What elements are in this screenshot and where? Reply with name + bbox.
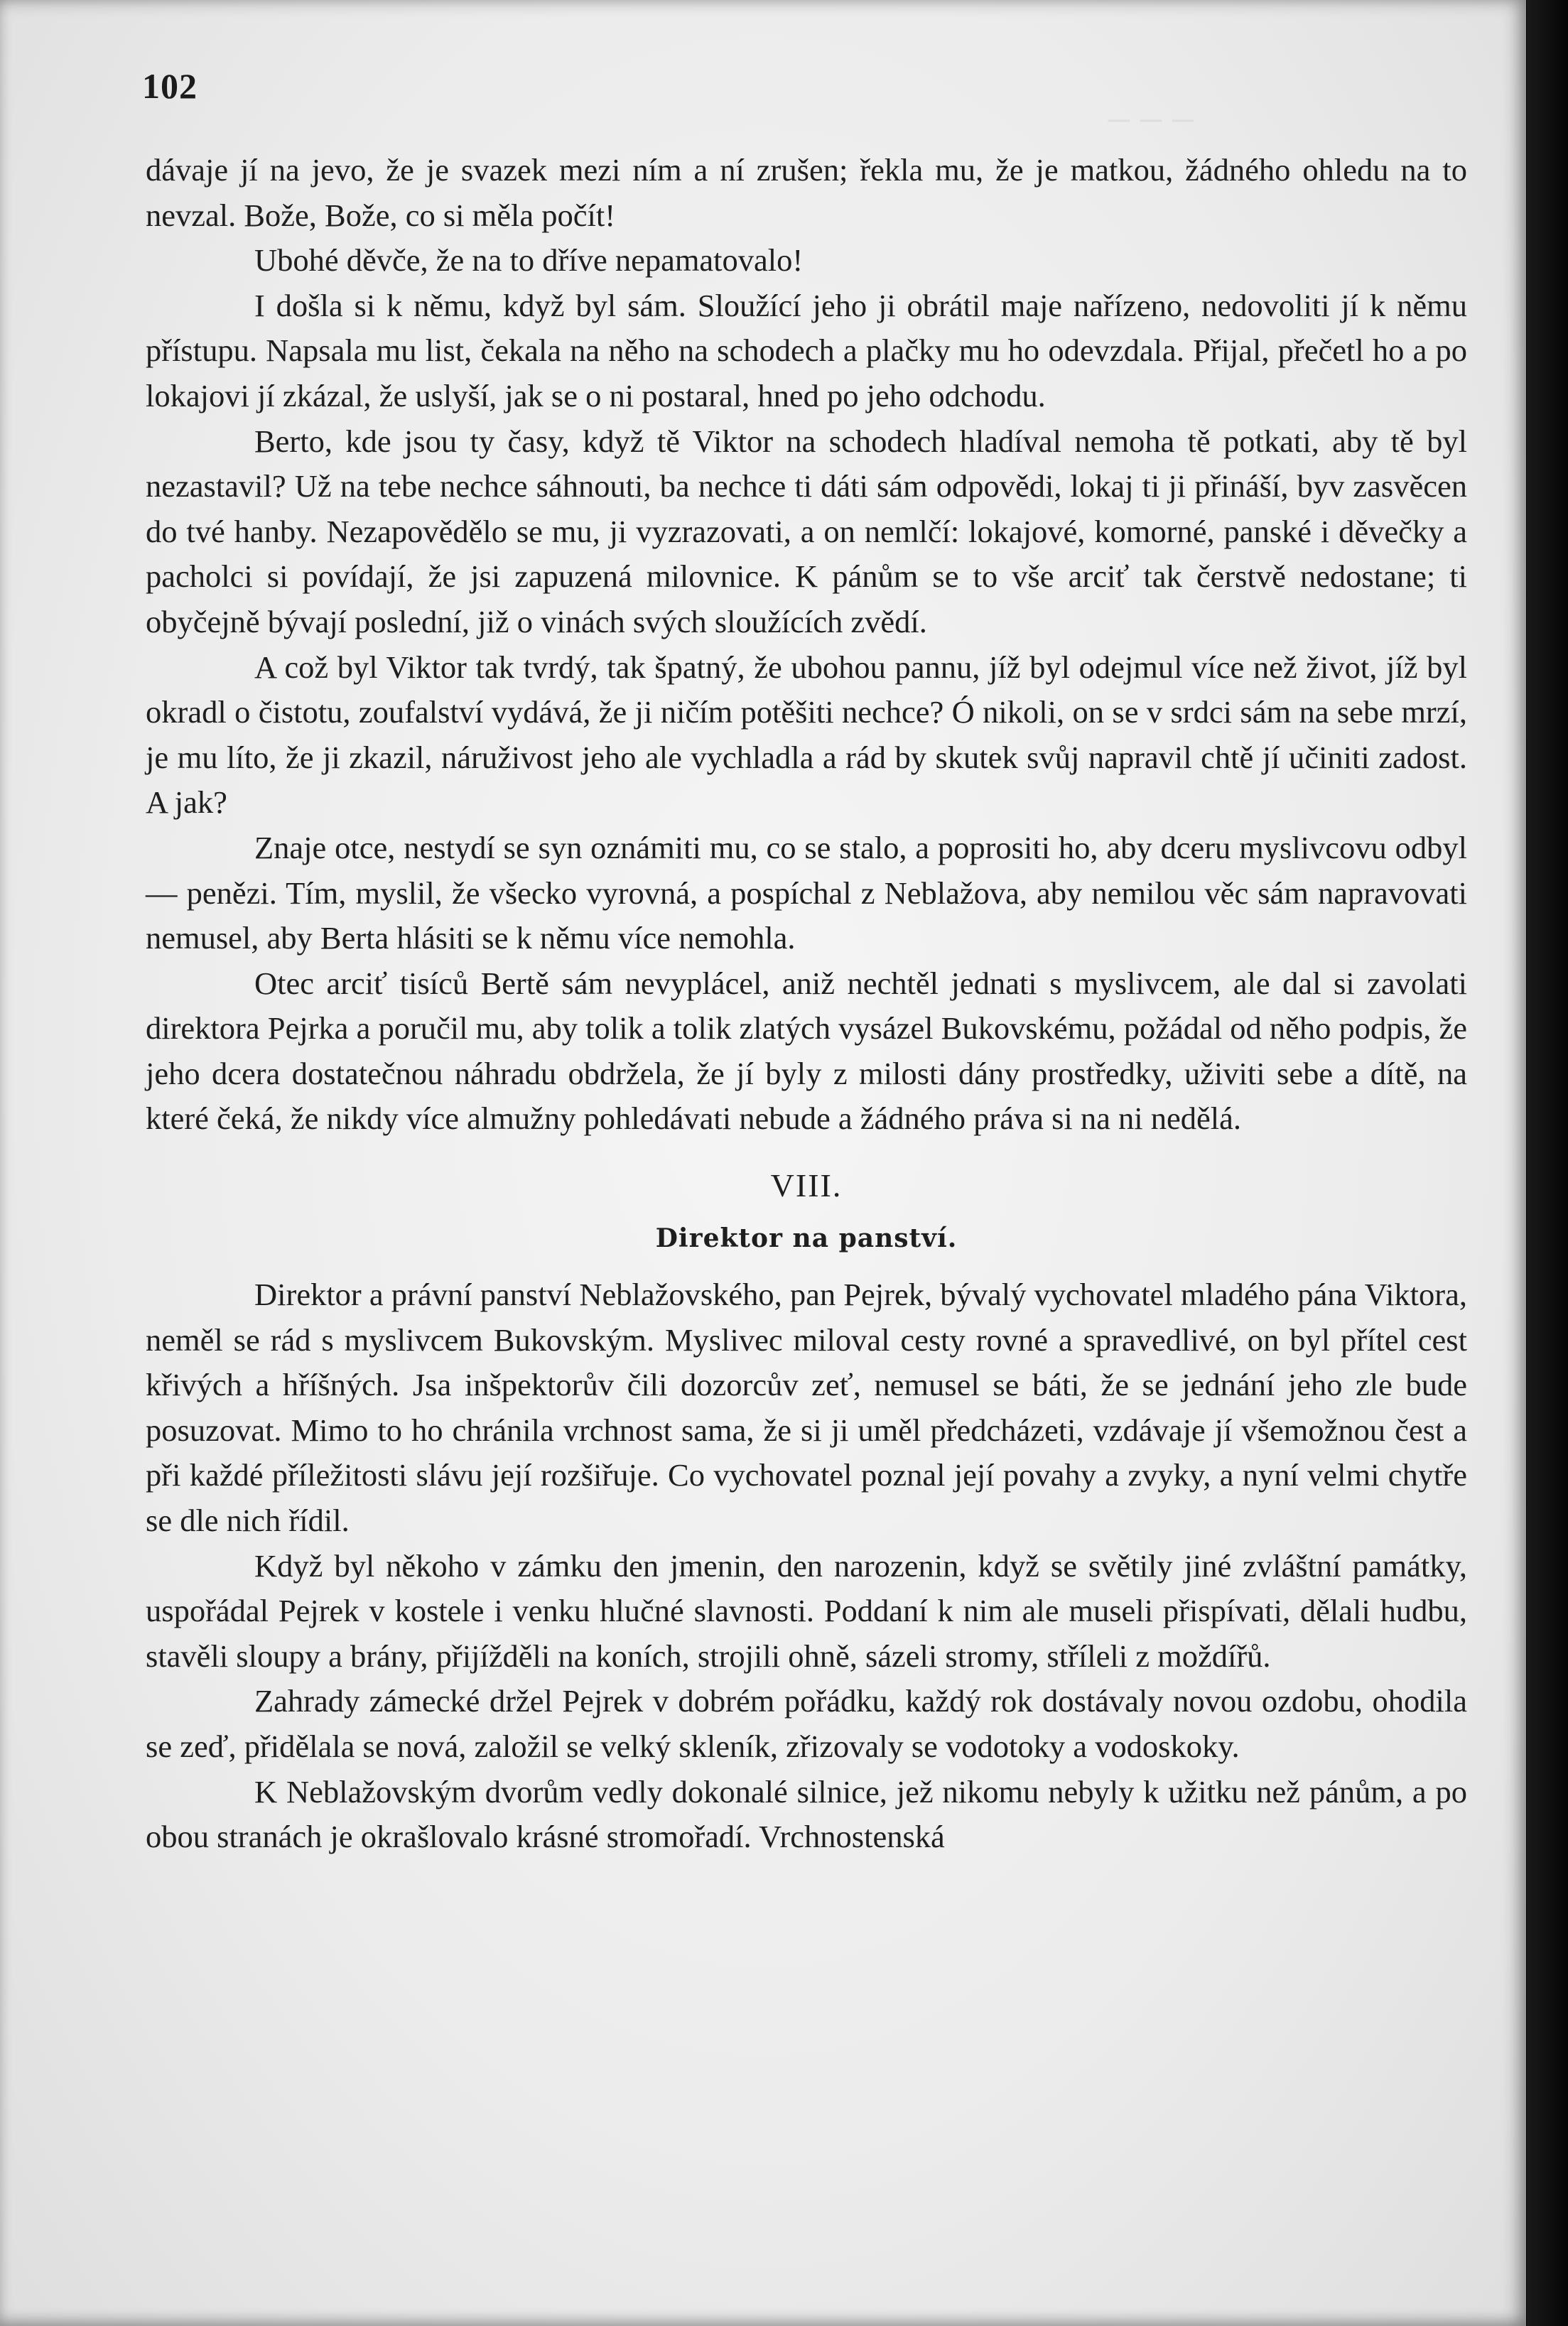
paragraph: A což byl Viktor tak tvrdý, tak špatný, že ubohou pannu, jíž byl odejmul více než život, jíž byl okradl o čistotu, zoufalství vydává, že ji ničím potěšiti nechce? Ó nikoli, on se v srdci sám na sebe mrzí, je mu líto, že ji zkazil, náruživost jeho ale vychladla a rád by skutek svůj napravil chtě jí učiniti zadost. A jak? (146, 649, 1467, 821)
show-through-texture: ‒ ‒ ‒ (1108, 93, 1194, 140)
paragraph: Otec arciť tisíců Bertě sám nevyplácel, aniž nechtěl jednati s myslivcem, ale dal si zavolati direktora Pejrka a poručil mu, aby tolik a tolik zlatých vysázel Bukovskému, požádal od něho podpis, že jeho dcera dostatečnou náhradu obdržela, že jí byly z milosti dány prostředky, uživiti sebe a dítě, na které čeká, že nikdy více almužny pohledávati nebude a žádného práva si na ni nedělá. (146, 965, 1467, 1137)
scan-dark-edge (1527, 0, 1568, 2326)
chapter-title: Direktor na panství. (655, 1223, 958, 1254)
paragraph: Zahrady zámecké držel Pejrek v dobrém pořádku, každý rok dostávaly novou ozdobu, ohodila se zeď, přidělala se nová, založil se velký skleník, zřizovaly se vodotoky a vodoskoky. (146, 1683, 1467, 1764)
paragraph: Direktor a právní panství Neblažovského, pan Pejrek, bývalý vychovatel mladého pána Viktora, neměl se rád s myslivcem Bukovským. Myslivec miloval cesty rovné a spravedlivé, on byl přítel cest křivých a hříšných. Jsa inšpektorův čili dozorcův zeť, nemusel se báti, že se jednání jeho zle bude posuzovat. Mimo to ho chránila vrchnost sama, že si ji uměl předcházeti, vzdávaje jí všemožnou čest a při každé příležitosti slávu její rozšiřuje. Co vychovatel poznal její povahy a zvyky, a nyní velmi chytře se dle nich řídil. (146, 1277, 1467, 1539)
paragraph: Znaje otce, nestydí se syn oznámiti mu, co se stalo, a poprositi ho, aby dceru myslivcovu odbyl — penězi. Tím, myslil, že všecko vyrovná, a pospíchal z Neblažova, aby nemilou věc sám napravovati nemusel, aby Berta hlásiti se k němu více nemohla. (146, 829, 1467, 956)
chapter-number: VIII. (770, 1167, 843, 1204)
paragraph: dávaje jí na jevo, že je svazek mezi ním a ní zrušen; řekla mu, že je matkou, žádného ohledu na to nevzal. Bože, Bože, co si měla počít! (146, 152, 1467, 233)
paragraph: Ubohé děvče, že na to dříve nepamatovalo! (254, 242, 804, 278)
body-text (146, 148, 1467, 1860)
page-number: 102 (142, 66, 198, 106)
paragraph: Když byl někoho v zámku den jmenin, den narozenin, když se světily jiné zvláštní památky, uspořádal Pejrek v kostele i venku hlučné slavnosti. Poddaní k nim ale museli přispívati, dělali hudbu, stavěli sloupy a brány, přijížděli na koních, strojili ohně, sázeli stromy, stříleli z moždířů. (146, 1547, 1467, 1674)
paragraph: K Neblažovským dvorům vedly dokonalé silnice, jež nikomu nebyly k užitku než pánům, a po obou stranách je okrašlovalo krásné stromořadí. Vrchnostenská (146, 1773, 1467, 1855)
paragraph: I došla si k němu, když byl sám. Sloužící jeho ji obrátil maje nařízeno, nedovoliti jí k němu přístupu. Napsala mu list, čekala na něho na schodech a plačky mu ho odevzdala. Přijal, přečetl ho a po lokajovi jí zkázal, že uslyší, jak se o ni postaral, hned po jeho odchodu. (146, 287, 1467, 413)
paragraph: Berto, kde jsou ty časy, když tě Viktor na schodech hladíval nemoha tě potkati, aby tě byl nezastavil? Už na tebe nechce sáhnouti, ba nechce ti dáti sám odpovědi, lokaj ti ji přináší, byv zasvěcen do tvé hanby. Nezapovědělo se mu, ji vyzrazovati, a on nemlčí: lokajové, komorné, panské i děvečky a pacholci si povídají, že jsi zapuzená milovnice. K pánům se to vše arciť tak čerstvě nedostane; ti obyčejně bývají poslední, již o vinách svých sloužících zvědí. (146, 423, 1467, 639)
